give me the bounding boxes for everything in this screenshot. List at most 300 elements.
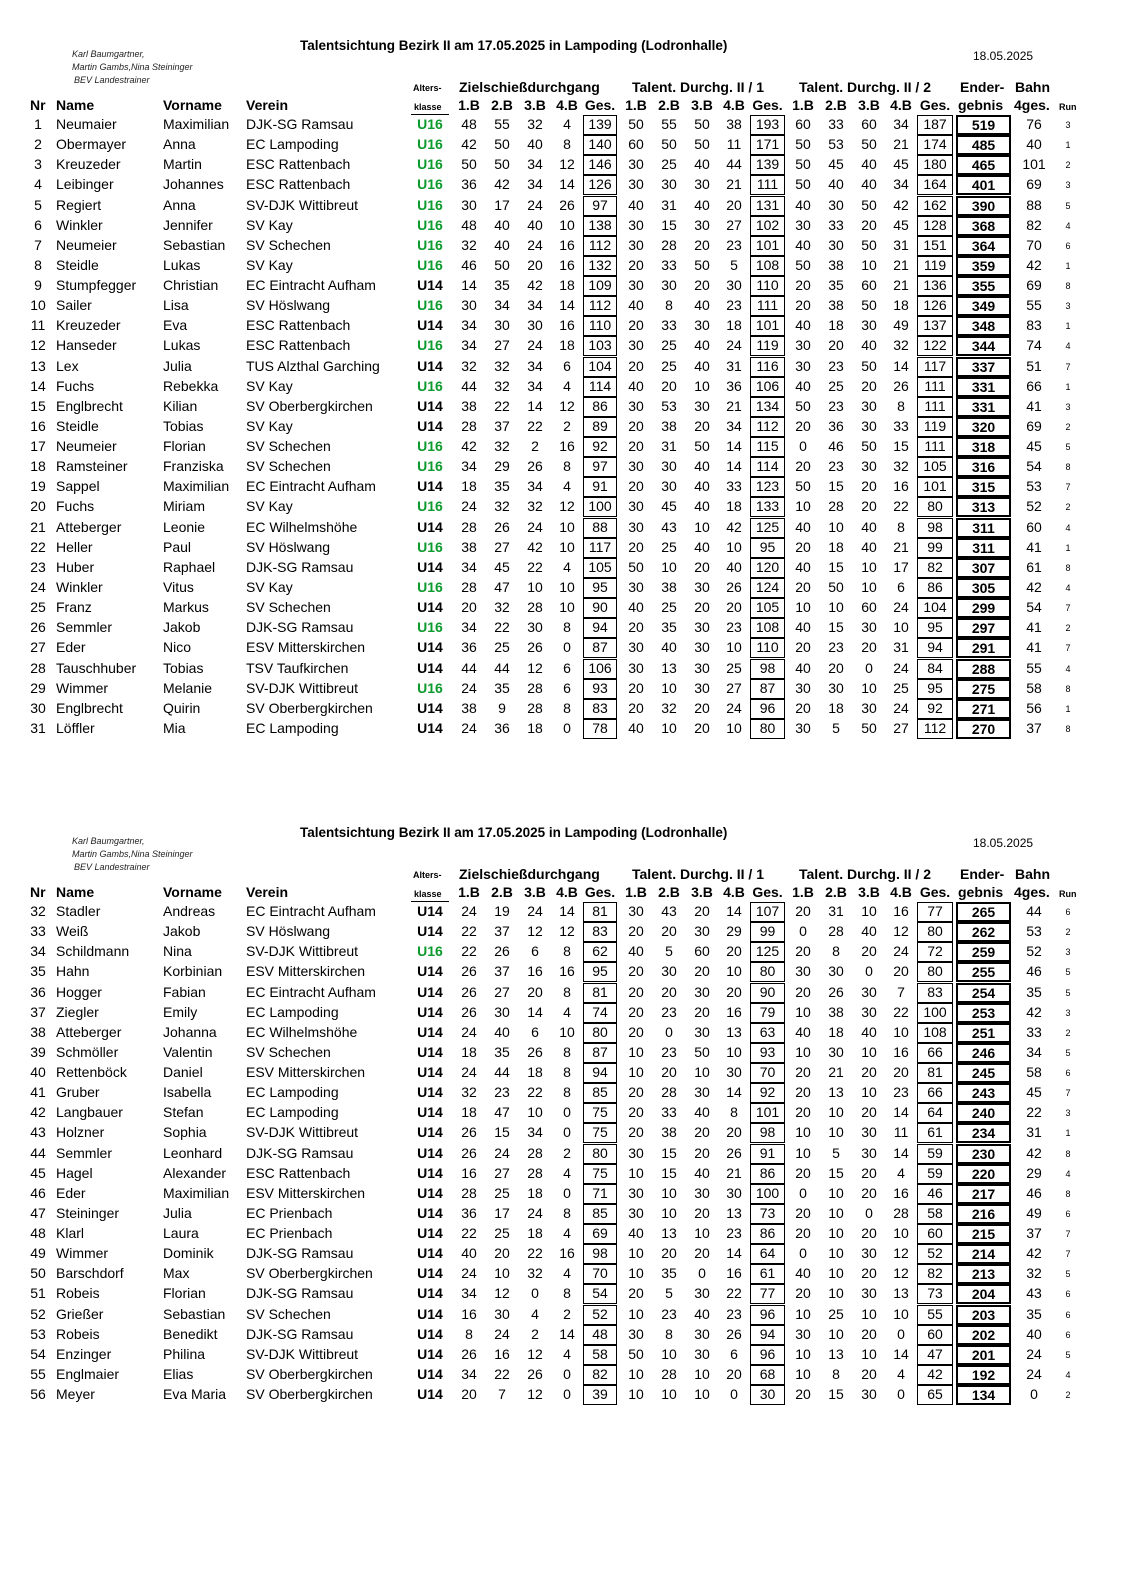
table-row [0, 902, 1123, 922]
name-cell: Tauschhuber [56, 659, 137, 676]
talent2-3b-cell: 50 [861, 357, 877, 374]
name-cell: Meyer [56, 1386, 95, 1403]
talent1-4b-cell: 20 [726, 943, 742, 960]
ziel-4b-cell: 4 [563, 478, 571, 495]
talent2-3b-cell: 10 [861, 558, 877, 575]
talent2-3b-cell: 30 [861, 397, 877, 414]
verein-cell: SV Oberbergkirchen [246, 1386, 373, 1403]
ziel-1b-cell: 8 [465, 1325, 473, 1342]
altersklasse-cell: U14 [417, 963, 443, 980]
endergebnis-cell: 311 [956, 518, 1011, 538]
ziel-3b-cell: 34 [527, 1124, 543, 1141]
ziel-ges-cell: 39 [583, 1385, 617, 1405]
talent1-1b-cell: 40 [628, 599, 644, 616]
ziel-1b-cell: 50 [461, 156, 477, 173]
talent1-4b-cell: 33 [726, 478, 742, 495]
nr-cell: 23 [30, 558, 46, 575]
run-cell: 6 [1065, 907, 1071, 917]
talent1-ges-cell: 30 [750, 1385, 785, 1405]
ziel-2b-cell: 17 [494, 1204, 510, 1221]
talent2-3b-cell: 50 [861, 297, 877, 314]
talent2-1b-cell: 40 [795, 518, 811, 535]
ziel-2b-cell: 20 [494, 1245, 510, 1262]
endergebnis-cell: 337 [956, 357, 1011, 377]
run-cell: 3 [1065, 1108, 1071, 1119]
vorname-cell: Maximilian [163, 1184, 230, 1201]
author-line: BEV Landestrainer [74, 862, 150, 872]
talent1-1b-cell: 20 [628, 983, 644, 1000]
run-cell: 8 [1065, 281, 1071, 292]
endergebnis-cell: 344 [956, 336, 1011, 356]
verein-cell: SV-DJK Wittibreut [246, 679, 359, 696]
ziel-4b-cell: 8 [563, 1064, 571, 1081]
table-row [0, 983, 1123, 1003]
ziel-2b-cell: 50 [494, 136, 510, 153]
talent1-ges-cell: 73 [750, 1204, 785, 1224]
altersklasse-cell: U16 [417, 619, 443, 636]
talent1-2b-cell: 15 [661, 216, 677, 233]
talent2-ges-cell: 42 [917, 1365, 953, 1385]
bahn-cell: 37 [1026, 1225, 1042, 1242]
verein-cell: SV Kay [246, 216, 293, 233]
talent2-2b-cell: 10 [828, 518, 844, 535]
name-cell: Hagel [56, 1164, 93, 1181]
verein-cell: EC Wilhelmshöhe [246, 1023, 358, 1040]
talent1-3b-cell: 10 [694, 1386, 710, 1403]
talent1-ges-cell: 108 [750, 256, 785, 276]
talent2-ges-cell: 58 [917, 1204, 953, 1224]
ziel-3b-cell: 28 [527, 679, 543, 696]
header-bahn: Bahn [1015, 79, 1050, 95]
talent2-4b-cell: 21 [893, 277, 909, 294]
nr-cell: 36 [30, 983, 46, 1000]
talent1-4b-cell: 34 [726, 417, 742, 434]
talent1-2b-cell: 8 [665, 297, 673, 314]
talent1-2b-cell: 30 [661, 458, 677, 475]
verein-cell: SV Kay [246, 578, 293, 595]
table-row [0, 437, 1123, 457]
verein-cell: SV Schechen [246, 458, 331, 475]
run-cell: 1 [1065, 321, 1071, 332]
talent2-2b-cell: 10 [828, 599, 844, 616]
talent1-4b-cell: 23 [726, 297, 742, 314]
talent1-1b-cell: 20 [628, 538, 644, 555]
header-alters: Alters- [413, 870, 442, 880]
talent2-ges-cell: 83 [917, 983, 953, 1003]
ziel-1b-cell: 18 [461, 478, 477, 495]
talent1-1b-cell: 10 [628, 1386, 644, 1403]
talent2-4b-cell: 25 [893, 679, 909, 696]
talent1-3b-cell: 30 [694, 923, 710, 940]
table-row [0, 1063, 1123, 1083]
vorname-cell: Christian [163, 277, 219, 294]
talent2-2b-cell: 23 [828, 458, 844, 475]
talent2-3b-cell: 40 [861, 337, 877, 354]
name-cell: Atteberger [56, 518, 122, 535]
author-line: BEV Landestrainer [74, 75, 150, 85]
talent2-2b-cell: 5 [832, 1144, 840, 1161]
ziel-3b-cell: 10 [527, 1104, 543, 1121]
ziel-2b-cell: 10 [494, 1265, 510, 1282]
talent2-1b-cell: 20 [795, 1104, 811, 1121]
talent1-2b-cell: 10 [661, 558, 677, 575]
name-cell: Robeis [56, 1325, 100, 1342]
talent2-3b-cell: 20 [861, 1225, 877, 1242]
header-alters: Alters- [413, 83, 442, 93]
altersklasse-cell: U14 [417, 599, 443, 616]
bahn-cell: 60 [1026, 518, 1042, 535]
ziel-2b-cell: 32 [494, 377, 510, 394]
talent1-ges-cell: 68 [750, 1365, 785, 1385]
talent1-ges-cell: 102 [750, 216, 785, 236]
vorname-cell: Julia [163, 1204, 192, 1221]
talent2-2b-cell: 15 [828, 478, 844, 495]
ziel-4b-cell: 4 [563, 1225, 571, 1242]
talent2-3b-cell: 30 [861, 983, 877, 1000]
talent1-ges-cell: 125 [750, 518, 785, 538]
ziel-3b-cell: 24 [527, 903, 543, 919]
run-cell: 2 [1065, 502, 1071, 513]
ziel-2b-cell: 42 [494, 176, 510, 193]
authors-block [72, 835, 193, 874]
talent2-ges-cell: 164 [917, 175, 953, 195]
ziel-1b-cell: 34 [461, 337, 477, 354]
altersklasse-cell: U14 [417, 1043, 443, 1060]
header-b3: 3.B [858, 884, 880, 900]
verein-cell: SV Höslwang [246, 297, 331, 314]
talent1-3b-cell: 20 [694, 1245, 710, 1262]
talent2-3b-cell: 40 [861, 156, 877, 173]
run-cell: 1 [1065, 1128, 1071, 1139]
ziel-1b-cell: 24 [461, 1064, 477, 1081]
talent2-2b-cell: 23 [828, 639, 844, 656]
ziel-2b-cell: 32 [494, 599, 510, 616]
talent2-3b-cell: 30 [861, 417, 877, 434]
ziel-2b-cell: 47 [494, 578, 510, 595]
talent2-2b-cell: 10 [828, 1124, 844, 1141]
talent2-2b-cell: 15 [828, 1386, 844, 1403]
talent1-4b-cell: 26 [726, 578, 742, 595]
ziel-2b-cell: 50 [494, 256, 510, 273]
talent2-3b-cell: 50 [861, 136, 877, 153]
nr-cell: 3 [34, 156, 42, 173]
endergebnis-cell: 311 [956, 538, 1011, 558]
nr-cell: 51 [30, 1285, 46, 1302]
document-title: Talentsichtung Bezirk II am 17.05.2025 in Lampoding (Lodronhalle) [300, 825, 728, 840]
talent2-4b-cell: 21 [893, 256, 909, 273]
talent1-ges-cell: 105 [750, 598, 785, 618]
talent2-4b-cell: 10 [893, 1225, 909, 1242]
run-cell: 5 [1065, 1349, 1071, 1360]
vorname-cell: Martin [163, 156, 202, 173]
ziel-4b-cell: 10 [559, 216, 575, 233]
ziel-2b-cell: 27 [494, 983, 510, 1000]
talent2-ges-cell: 105 [917, 457, 953, 477]
talent1-ges-cell: 91 [750, 1144, 785, 1164]
header-b2: 2.B [658, 97, 680, 113]
talent2-4b-cell: 10 [893, 1023, 909, 1040]
ziel-ges-cell: 95 [583, 578, 617, 598]
talent1-3b-cell: 30 [694, 1084, 710, 1101]
altersklasse-cell: U16 [417, 943, 443, 960]
ziel-ges-cell: 140 [583, 135, 617, 155]
ziel-2b-cell: 40 [494, 1023, 510, 1040]
talent2-1b-cell: 50 [795, 256, 811, 273]
talent2-3b-cell: 20 [861, 639, 877, 656]
ziel-1b-cell: 28 [461, 518, 477, 535]
header-b3: 3.B [691, 97, 713, 113]
talent1-3b-cell: 30 [694, 1184, 710, 1201]
ziel-ges-cell: 139 [583, 115, 617, 135]
talent1-4b-cell: 20 [726, 599, 742, 616]
header-group-ziel: Zielschießdurchgang [459, 79, 600, 95]
header-b4: 4.B [556, 884, 578, 900]
header-name: Name [56, 97, 95, 113]
talent1-ges-cell: 79 [750, 1003, 785, 1023]
vorname-cell: Anna [163, 136, 196, 153]
ziel-2b-cell: 37 [494, 963, 510, 980]
ziel-ges-cell: 78 [583, 719, 617, 739]
talent1-4b-cell: 20 [726, 1124, 742, 1141]
ziel-2b-cell: 22 [494, 397, 510, 414]
talent1-1b-cell: 50 [628, 558, 644, 575]
ziel-4b-cell: 12 [559, 156, 575, 173]
talent2-2b-cell: 35 [828, 277, 844, 294]
talent1-1b-cell: 40 [628, 1225, 644, 1242]
talent1-4b-cell: 25 [726, 659, 742, 676]
ziel-2b-cell: 30 [494, 1003, 510, 1020]
altersklasse-cell: U14 [417, 1305, 443, 1322]
nr-cell: 50 [30, 1265, 46, 1282]
name-cell: Semmler [56, 1144, 113, 1161]
endergebnis-cell: 240 [956, 1103, 1011, 1123]
name-cell: Löffler [56, 719, 95, 736]
talent2-4b-cell: 21 [893, 538, 909, 555]
talent1-1b-cell: 10 [628, 1164, 644, 1181]
talent2-2b-cell: 13 [828, 1345, 844, 1362]
endergebnis-cell: 234 [956, 1123, 1011, 1143]
talent2-4b-cell: 23 [893, 1084, 909, 1101]
ziel-3b-cell: 12 [527, 923, 543, 940]
name-cell: Weiß [56, 923, 89, 940]
ziel-ges-cell: 94 [583, 1063, 617, 1083]
bahn-cell: 33 [1026, 1023, 1042, 1040]
ziel-3b-cell: 2 [531, 1325, 539, 1342]
talent2-4b-cell: 45 [893, 156, 909, 173]
run-cell: 5 [1065, 967, 1071, 978]
talent1-ges-cell: 111 [750, 296, 785, 316]
bahn-cell: 69 [1026, 417, 1042, 434]
header-b3: 3.B [691, 884, 713, 900]
endergebnis-cell: 348 [956, 316, 1011, 336]
header-b4: 4.B [556, 97, 578, 113]
name-cell: Robeis [56, 1285, 100, 1302]
ziel-ges-cell: 97 [583, 196, 617, 216]
talent1-2b-cell: 35 [661, 1265, 677, 1282]
ziel-4b-cell: 0 [563, 1386, 571, 1403]
talent2-2b-cell: 30 [828, 196, 844, 213]
header-ender: Ender- [960, 866, 1005, 882]
ziel-ges-cell: 75 [583, 1123, 617, 1143]
talent1-1b-cell: 30 [628, 498, 644, 515]
ziel-4b-cell: 16 [559, 963, 575, 980]
talent1-4b-cell: 0 [730, 1386, 738, 1403]
name-cell: Neumaier [56, 116, 117, 132]
ziel-ges-cell: 81 [583, 902, 617, 922]
talent1-3b-cell: 30 [694, 1345, 710, 1362]
talent2-1b-cell: 30 [795, 216, 811, 233]
bahn-cell: 31 [1026, 1124, 1042, 1141]
ziel-2b-cell: 32 [494, 438, 510, 455]
run-cell: 1 [1065, 260, 1071, 271]
ziel-1b-cell: 20 [461, 1386, 477, 1403]
vorname-cell: Eva Maria [163, 1386, 227, 1403]
table-row [0, 1003, 1123, 1023]
altersklasse-cell: U16 [417, 679, 443, 696]
talent1-1b-cell: 50 [628, 116, 644, 132]
talent2-1b-cell: 20 [795, 1204, 811, 1221]
ziel-1b-cell: 28 [461, 1184, 477, 1201]
table-row [0, 336, 1123, 356]
nr-cell: 7 [34, 236, 42, 253]
vorname-cell: Jennifer [163, 216, 213, 233]
talent2-1b-cell: 50 [795, 136, 811, 153]
table-row [0, 135, 1123, 155]
header-b3: 3.B [858, 97, 880, 113]
talent2-ges-cell: 95 [917, 679, 953, 699]
table-row [0, 598, 1123, 618]
run-cell: 3 [1065, 180, 1071, 191]
run-cell: 8 [1065, 1188, 1071, 1199]
header-name: Name [56, 884, 95, 900]
ziel-ges-cell: 80 [583, 1144, 617, 1164]
vorname-cell: Mia [163, 719, 186, 736]
talent1-2b-cell: 38 [661, 417, 677, 434]
bahn-cell: 45 [1026, 438, 1042, 455]
ziel-2b-cell: 45 [494, 558, 510, 575]
verein-cell: EC Lampoding [246, 136, 339, 153]
talent2-3b-cell: 30 [861, 699, 877, 716]
vorname-cell: Isabella [163, 1084, 212, 1101]
talent1-1b-cell: 20 [628, 923, 644, 940]
talent2-1b-cell: 20 [795, 943, 811, 960]
ziel-4b-cell: 0 [563, 639, 571, 656]
bahn-cell: 52 [1026, 943, 1042, 960]
talent2-3b-cell: 20 [861, 1265, 877, 1282]
talent1-ges-cell: 64 [750, 1244, 785, 1264]
header-run: Run [1059, 889, 1077, 899]
table-row [0, 659, 1123, 679]
ziel-1b-cell: 32 [461, 236, 477, 253]
ziel-1b-cell: 32 [461, 1084, 477, 1101]
run-cell: 7 [1065, 1088, 1071, 1099]
run-cell: 6 [1065, 1309, 1071, 1320]
talent2-2b-cell: 36 [828, 417, 844, 434]
nr-cell: 46 [30, 1184, 46, 1201]
talent1-ges-cell: 124 [750, 578, 785, 598]
ziel-2b-cell: 22 [494, 619, 510, 636]
name-cell: Ramsteiner [56, 458, 128, 475]
nr-cell: 11 [30, 317, 46, 334]
table-row [0, 236, 1123, 256]
talent2-4b-cell: 42 [893, 196, 909, 213]
talent2-1b-cell: 10 [795, 1124, 811, 1141]
talent1-3b-cell: 40 [694, 357, 710, 374]
verein-cell: SV-DJK Wittibreut [246, 1345, 359, 1362]
endergebnis-cell: 216 [956, 1204, 1011, 1224]
nr-cell: 21 [30, 518, 46, 535]
header-group-talent2: Talent. Durchg. II / 2 [799, 79, 931, 95]
ziel-1b-cell: 48 [461, 116, 477, 132]
ziel-ges-cell: 80 [583, 1023, 617, 1043]
ziel-2b-cell: 24 [494, 1325, 510, 1342]
nr-cell: 38 [30, 1023, 46, 1040]
name-cell: Stumpfegger [56, 277, 137, 294]
talent1-1b-cell: 30 [628, 458, 644, 475]
talent2-ges-cell: 126 [917, 296, 953, 316]
ziel-2b-cell: 9 [498, 699, 506, 716]
talent1-3b-cell: 20 [694, 903, 710, 919]
talent2-2b-cell: 25 [828, 1305, 844, 1322]
talent2-4b-cell: 45 [893, 216, 909, 233]
vorname-cell: Melanie [163, 679, 213, 696]
ziel-3b-cell: 22 [527, 417, 543, 434]
ziel-1b-cell: 34 [461, 458, 477, 475]
endergebnis-cell: 318 [956, 437, 1011, 457]
header-nr: Nr [30, 884, 46, 900]
talent2-4b-cell: 22 [893, 498, 909, 515]
talent1-2b-cell: 33 [661, 1104, 677, 1121]
ziel-1b-cell: 24 [461, 498, 477, 515]
talent1-3b-cell: 20 [694, 719, 710, 736]
name-cell: Schildmann [56, 943, 130, 960]
ziel-3b-cell: 40 [527, 216, 543, 233]
altersklasse-cell: U14 [417, 1144, 443, 1161]
talent2-ges-cell: 73 [917, 1284, 953, 1304]
ziel-1b-cell: 32 [461, 357, 477, 374]
talent2-4b-cell: 16 [893, 478, 909, 495]
talent1-4b-cell: 14 [726, 903, 742, 919]
talent2-4b-cell: 34 [893, 116, 909, 132]
talent1-2b-cell: 5 [665, 943, 673, 960]
bahn-cell: 41 [1026, 639, 1042, 656]
table-row [0, 518, 1123, 538]
header-b4: 4.B [890, 884, 912, 900]
talent2-4b-cell: 4 [897, 1164, 905, 1181]
vorname-cell: Johannes [163, 176, 224, 193]
talent2-1b-cell: 10 [795, 1345, 811, 1362]
ziel-3b-cell: 14 [527, 1003, 543, 1020]
table-row [0, 1204, 1123, 1224]
table-row [0, 638, 1123, 658]
table-row [0, 578, 1123, 598]
vorname-cell: Kilian [163, 397, 198, 414]
run-cell: 2 [1065, 927, 1071, 938]
talent1-3b-cell: 40 [694, 478, 710, 495]
ziel-ges-cell: 94 [583, 618, 617, 638]
ziel-ges-cell: 97 [583, 457, 617, 477]
talent1-ges-cell: 63 [750, 1023, 785, 1043]
verein-cell: SV-DJK Wittibreut [246, 943, 359, 960]
nr-cell: 33 [30, 923, 46, 940]
ziel-1b-cell: 16 [461, 1305, 477, 1322]
ziel-4b-cell: 4 [563, 116, 571, 132]
talent1-1b-cell: 20 [628, 438, 644, 455]
talent1-2b-cell: 20 [661, 923, 677, 940]
bahn-cell: 35 [1026, 1305, 1042, 1322]
altersklasse-cell: U14 [417, 1386, 443, 1403]
ziel-4b-cell: 4 [563, 1003, 571, 1020]
